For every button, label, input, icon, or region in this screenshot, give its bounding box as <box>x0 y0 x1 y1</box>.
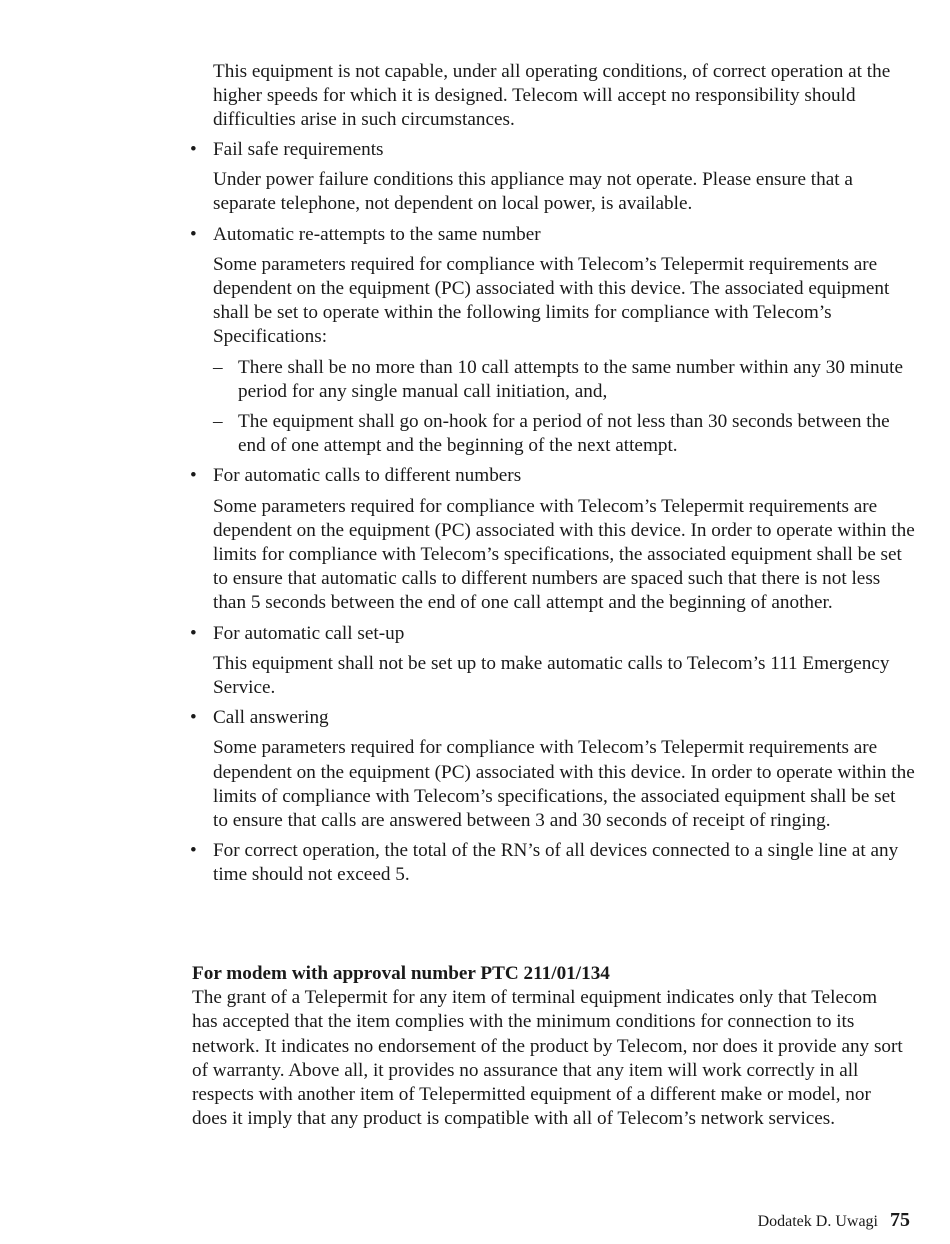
section-heading: For modem with approval number PTC 211/01/134 <box>192 963 610 984</box>
list-item-title: Call answering <box>213 707 329 729</box>
list-item <box>190 223 915 459</box>
list-item-body: Some parameters required for compliance with Telecom’s Telepermit requirements are dependent on the equipment (PC) associated with this device. The associated equipment shall be set to operate within the following limits for compliance with Telecom’s Specifications: <box>213 253 890 348</box>
intro-paragraph: This equipment is not capable, under all operating conditions, of correct operation at the higher speeds for which it is designed. Telecom will accept no responsibility should difficulties arise in such circumstances. <box>213 61 891 131</box>
list-item-title: For automatic call set-up <box>213 622 405 644</box>
list-item-title: Automatic re-attempts to the same number <box>213 223 541 245</box>
list-item-title: Fail safe requirements <box>213 139 384 160</box>
list-item <box>190 622 915 701</box>
requirements-list <box>190 138 915 894</box>
dash-marker: – <box>213 411 223 433</box>
list-item-body: Some parameters required for compliance with Telecom’s Telepermit requirements are dependent on the equipment (PC) associated with this device. In order to operate within the limits for compliance with Telecom’s specifications, the associated equipment shall be set to ensure that automatic calls to different numbers are spaced such that there is not less than 5 seconds between the end of one call attempt and the beginning of another. <box>213 495 915 614</box>
page-number: 75 <box>890 1209 910 1231</box>
sub-list <box>213 356 915 459</box>
dash-marker: – <box>213 356 223 378</box>
section-body: The grant of a Telepermit for any item of terminal equipment indicates only that Telecom has accepted that the item complies with the minimum conditions for connection to its network. It indicates no endorsement of the product by Telecom, nor does it provide any sort of warranty. Above all, it provides no assurance that any item will work correctly in all respects with another item of Telepermitted equipment of a different make or model, nor does it imply that any product is compatible with all of Telecom’s network services. <box>192 987 903 1130</box>
bullet-marker: • <box>190 139 197 160</box>
list-item-title: For automatic calls to different numbers <box>213 465 522 487</box>
list-item <box>190 706 915 833</box>
sub-list-item-text: The equipment shall go on-hook for a period of not less than 30 seconds between the end of one attempt and the beginning of the next attempt. <box>238 411 890 457</box>
list-item-body: Some parameters required for compliance with Telecom’s Telepermit requirements are dependent on the equipment (PC) associated with this device. In order to operate within the limits of compliance with Telecom’s specifications, the associated equipment shall be set to ensure that calls are answered between 3 and 30 seconds of receipt of ringing. <box>213 737 915 832</box>
list-item <box>190 138 915 217</box>
bullet-marker: • <box>190 840 197 862</box>
bullet-marker: • <box>190 465 197 487</box>
list-item-body: Under power failure conditions this appliance may not operate. Please ensure that a separate telephone, not dependent on local power, is available. <box>213 169 853 215</box>
list-item-title: For correct operation, the total of the RN’s of all devices connected to a single line at any time should not exceed 5. <box>213 840 899 886</box>
sub-list-item <box>213 356 915 404</box>
list-item <box>190 464 915 615</box>
sub-list-item <box>213 410 915 458</box>
bullet-marker: • <box>190 622 197 644</box>
sub-list-item-text: There shall be no more than 10 call attempts to the same number within any 30 minute period for any single manual call initiation, and, <box>238 356 903 402</box>
footer-section-title: Dodatek D. Uwagi <box>757 1213 878 1230</box>
list-item <box>190 839 915 887</box>
bullet-marker: • <box>190 223 197 245</box>
page-footer <box>758 1208 910 1234</box>
approval-section <box>192 962 907 1131</box>
bullet-marker: • <box>190 707 197 729</box>
list-item-body: This equipment shall not be set up to make automatic calls to Telecom’s 111 Emergency Service. <box>213 652 890 699</box>
